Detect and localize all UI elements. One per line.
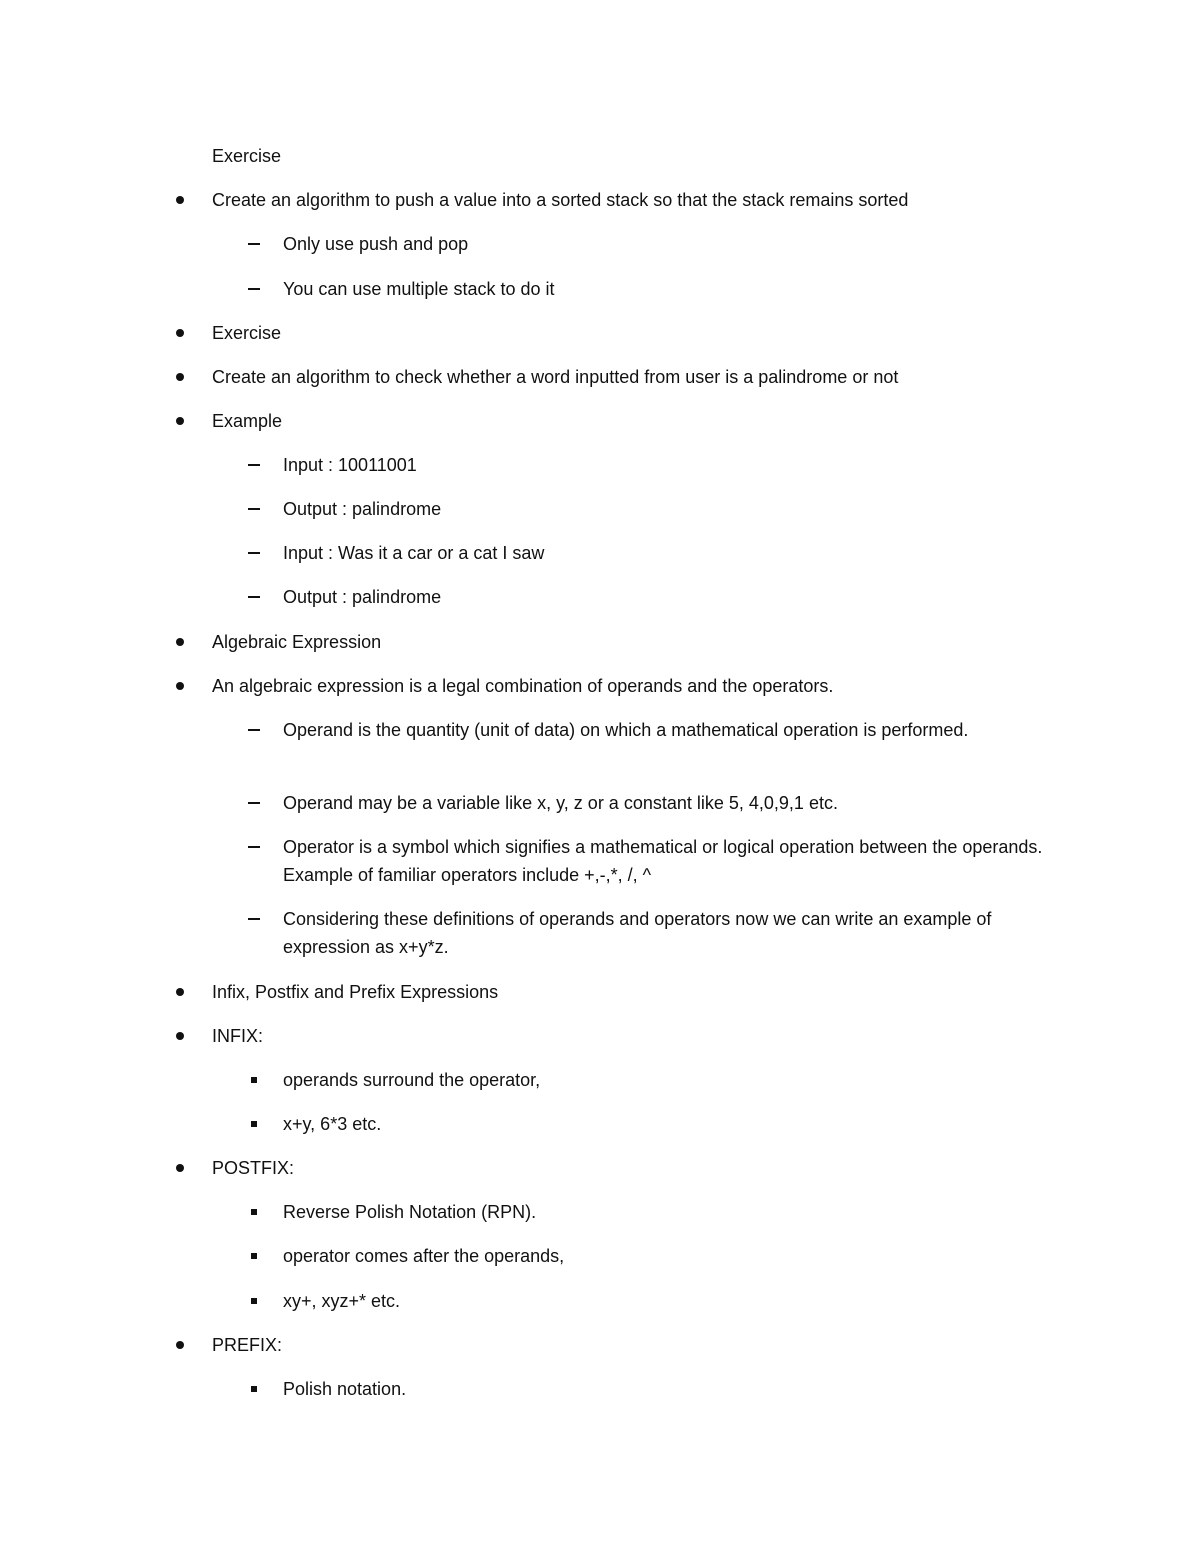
list-item [283,539,544,567]
item-text: Operand may be a variable like x, y, z or a constant like 5, 4,0,9,1 etc. [283,793,838,813]
item-text: INFIX: [212,1026,264,1046]
list-item [212,1331,282,1359]
list-item [283,1198,536,1226]
dash-icon [248,243,260,245]
item-text: You can use multiple stack to do it [283,279,555,299]
dash-icon [248,508,260,510]
list-item [212,672,833,700]
list-item [212,1022,263,1050]
item-text: operator comes after the operands, [283,1246,565,1266]
item-text: Considering these definitions of operands and operators now we can write an example of expression as x+y*z. [283,909,992,957]
item-text: Output : palindrome [283,587,442,607]
list-item [212,319,281,347]
square-bullet-icon [251,1253,257,1259]
item-text: Algebraic Expression [212,632,382,652]
list-item [283,275,555,303]
list-item [283,833,1073,889]
dash-icon [248,729,260,731]
item-text: Polish notation. [283,1379,407,1399]
dash-icon [248,552,260,554]
item-text: xy+, xyz+* etc. [283,1291,401,1311]
dash-icon [248,464,260,466]
bullet-icon [176,196,184,204]
bullet-icon [176,638,184,646]
square-bullet-icon [251,1209,257,1215]
bullet-icon [176,329,184,337]
list-item [283,1066,540,1094]
dash-icon [248,288,260,290]
item-text: An algebraic expression is a legal combination of operands and the operators. [212,676,834,696]
list-item [283,230,468,258]
dash-icon [248,802,260,804]
item-text: Exercise [212,323,282,343]
square-bullet-icon [251,1298,257,1304]
bullet-icon [176,1164,184,1172]
bullet-icon [176,417,184,425]
item-text: Infix, Postfix and Prefix Expressions [212,982,499,1002]
square-bullet-icon [251,1077,257,1083]
dash-icon [248,596,260,598]
list-item [283,1287,400,1315]
square-bullet-icon [251,1121,257,1127]
item-text: Create an algorithm to push a value into a sorted stack so that the stack remains sorted [212,190,909,210]
list-item [283,1110,381,1138]
item-text: Example [212,411,283,431]
item-text: Output : palindrome [283,499,442,519]
bullet-icon [176,1032,184,1040]
list-item [212,978,498,1006]
item-text: Reverse Polish Notation (RPN). [283,1202,537,1222]
item-text: POSTFIX: [212,1158,295,1178]
list-item [212,363,898,391]
bullet-icon [176,373,184,381]
list-item [283,1242,564,1270]
item-text: x+y, 6*3 etc. [283,1114,382,1134]
item-text: PREFIX: [212,1335,283,1355]
list-item [212,628,381,656]
list-item [212,1154,294,1182]
bullet-icon [176,1341,184,1349]
list-item [212,186,908,214]
dash-icon [248,918,260,920]
item-text: operands surround the operator, [283,1070,541,1090]
item-text: Only use push and pop [283,234,469,254]
item-text: Create an algorithm to check whether a word inputted from user is a palindrome or not [212,367,899,387]
list-item [283,451,417,479]
list-item [212,142,281,170]
list-item [212,407,282,435]
item-text: Operator is a symbol which signifies a mathematical or logical operation between the operands. Example of familiar operators include +,-,*, /, ^ [283,837,1043,885]
item-text: Exercise [212,146,282,166]
bullet-icon [176,682,184,690]
list-item [283,716,1003,744]
list-item [283,789,838,817]
list-item [283,583,441,611]
list-item [283,495,441,523]
dash-icon [248,846,260,848]
item-text: Input : Was it a car or a cat I saw [283,543,545,563]
item-text: Input : 10011001 [283,455,417,475]
square-bullet-icon [251,1386,257,1392]
bullet-icon [176,988,184,996]
item-text: Operand is the quantity (unit of data) on which a mathematical operation is performed. [283,720,969,740]
list-item [283,905,1073,961]
list-item [283,1375,406,1403]
